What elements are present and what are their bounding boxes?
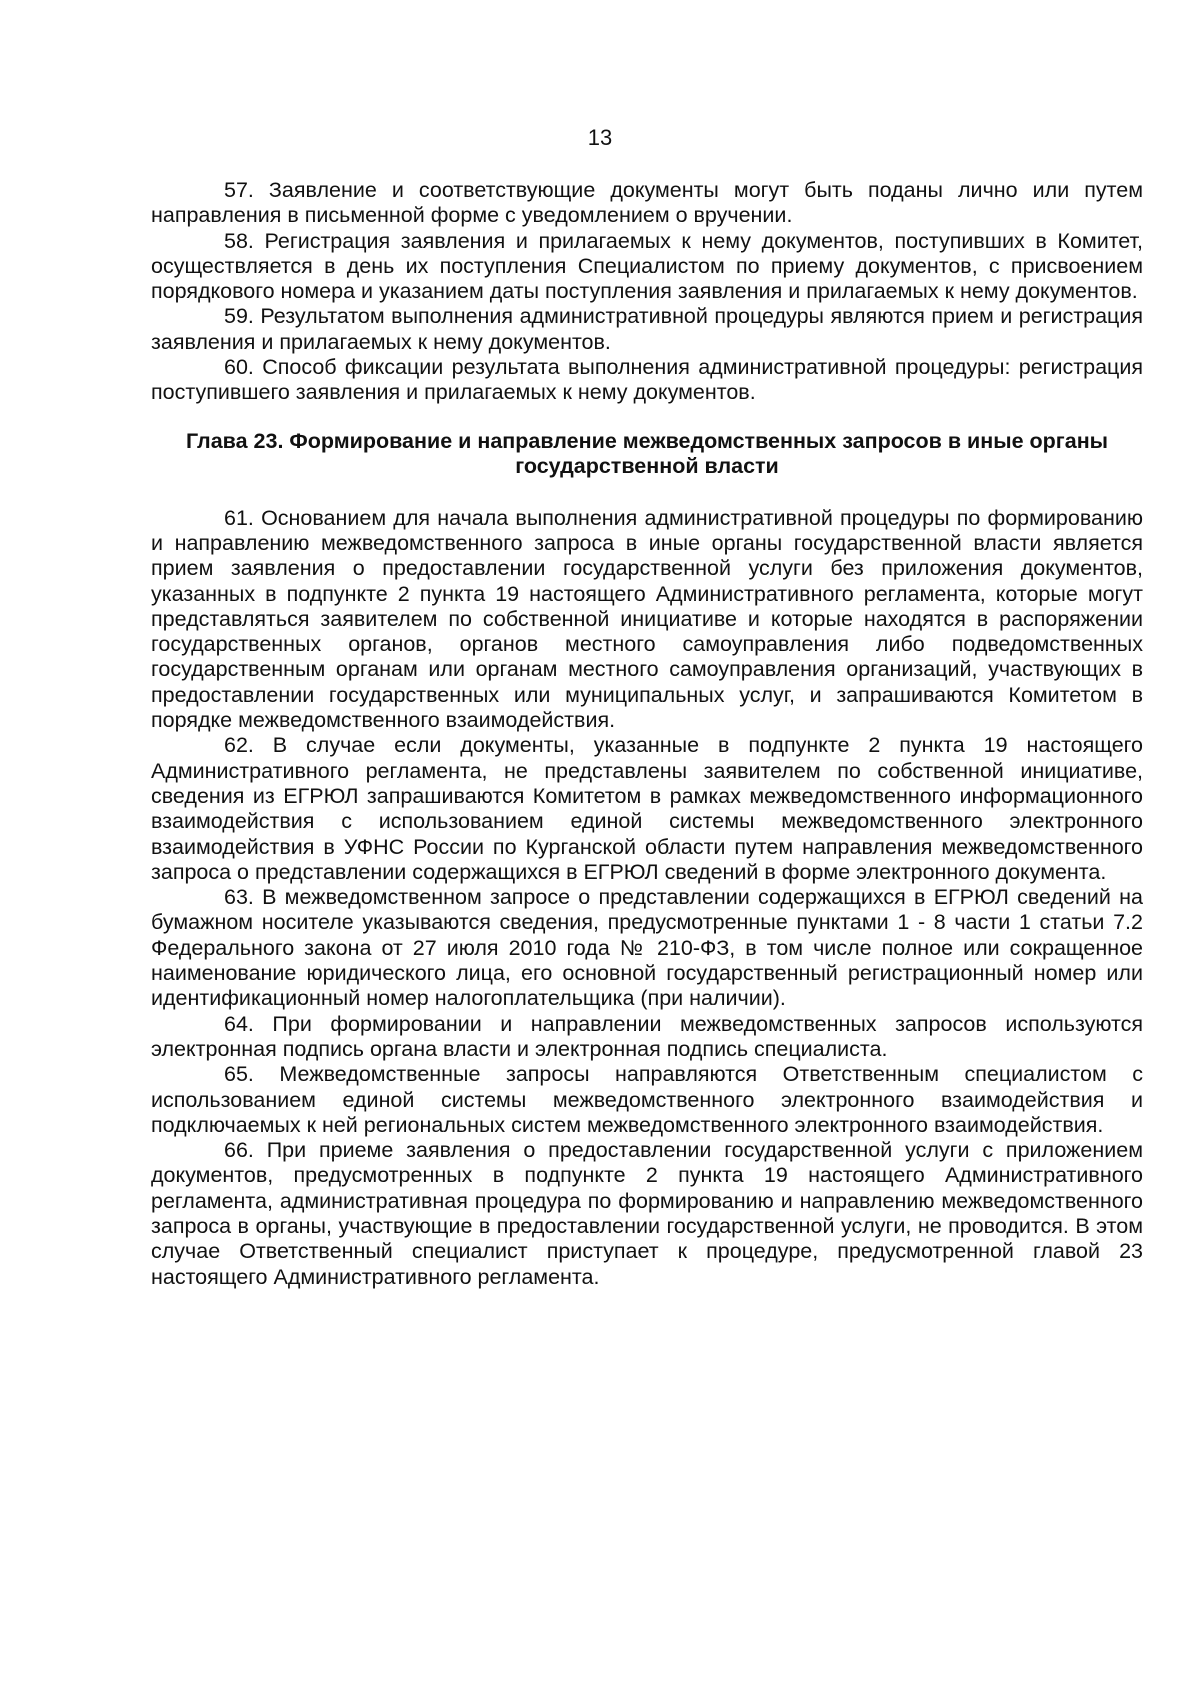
page-number: 13 <box>587 125 613 150</box>
paragraph-57: 57. Заявление и соответствующие документы могут быть поданы лично или путем направления в письменной форме с уведомлением о вручении. <box>151 178 1143 228</box>
paragraph-59: 59. Результатом выполнения административной процедуры являются прием и регистрация заявления и прилагаемых к нему документов. <box>151 304 1143 354</box>
paragraph-64: 64. При формировании и направлении межведомственных запросов используются электронная подпись органа власти и электронная подпись специалиста. <box>151 1011 1143 1061</box>
paragraph-60: 60. Способ фиксации результата выполнения административной процедуры: регистрация поступившего заявления и прилагаемых к нему документов. <box>151 355 1143 405</box>
paragraph-58: 58. Регистрация заявления и прилагаемых к нему документов, поступивших в Комитет, осуществляется в день их поступления Специалистом по приему документов, с присвоением порядкового номера и указанием даты поступления заявления и прилагаемых к нему документов. <box>151 228 1143 304</box>
chapter-heading: Глава 23. Формирование и направление межведомственных запросов в иные органы государственной власти <box>185 428 1109 479</box>
document-body <box>151 178 1143 1290</box>
paragraph-66: 66. При приеме заявления о предоставлении государственной услуги с приложением документов, предусмотренных в подпункте 2 пункта 19 настоящего Административного регламента, административная процедура по формированию и направлению межведомственного запроса в органы, участвующие в предоставлении государственной услуги, не проводится. В этом случае Ответственный специалист приступает к процедуре, предусмотренной главой 23 настоящего Административного регламента. <box>151 1138 1143 1289</box>
paragraph-63: 63. В межведомственном запросе о представлении содержащихся в ЕГРЮЛ сведений на бумажном носителе указываются сведения, предусмотренные пунктами 1 - 8 части 1 статьи 7.2 Федерального закона от 27 июля 2010 года № 210-ФЗ, в том числе полное или сокращенное наименование юридического лица, его основной государственный регистрационный номер или идентификационный номер налогоплательщика (при наличии). <box>151 885 1143 1011</box>
paragraph-61: 61. Основанием для начала выполнения административной процедуры по формированию и направлению межведомственного запроса в иные органы государственной власти является прием заявления о предоставлении государственной услуги без приложения документов, указанных в подпункте 2 пункта 19 настоящего Административного регламента, которые могут представляться заявителем по собственной инициативе и которые находятся в распоряжении государственных органов, органов местного самоуправления либо подведомственных государственным органам или органам местного самоуправления организаций, участвующих в предоставлении государственных или муниципальных услуг, и запрашиваются Комитетом в порядке межведомственного взаимодействия. <box>151 505 1143 733</box>
paragraph-65: 65. Межведомственные запросы направляются Ответственным специалистом с использованием единой системы межведомственного электронного взаимодействия и подключаемых к ней региональных систем межведомственного электронного взаимодействия. <box>151 1062 1143 1137</box>
paragraph-62: 62. В случае если документы, указанные в подпункте 2 пункта 19 настоящего Административного регламента, не представлены заявителем по собственной инициативе, сведения из ЕГРЮЛ запрашиваются Комитетом в рамках межведомственного информационного взаимодействия с использованием единой системы межведомственного электронного взаимодействия в УФНС России по Курганской области путем направления межведомственного запроса о представлении содержащихся в ЕГРЮЛ сведений в форме электронного документа. <box>151 733 1143 884</box>
